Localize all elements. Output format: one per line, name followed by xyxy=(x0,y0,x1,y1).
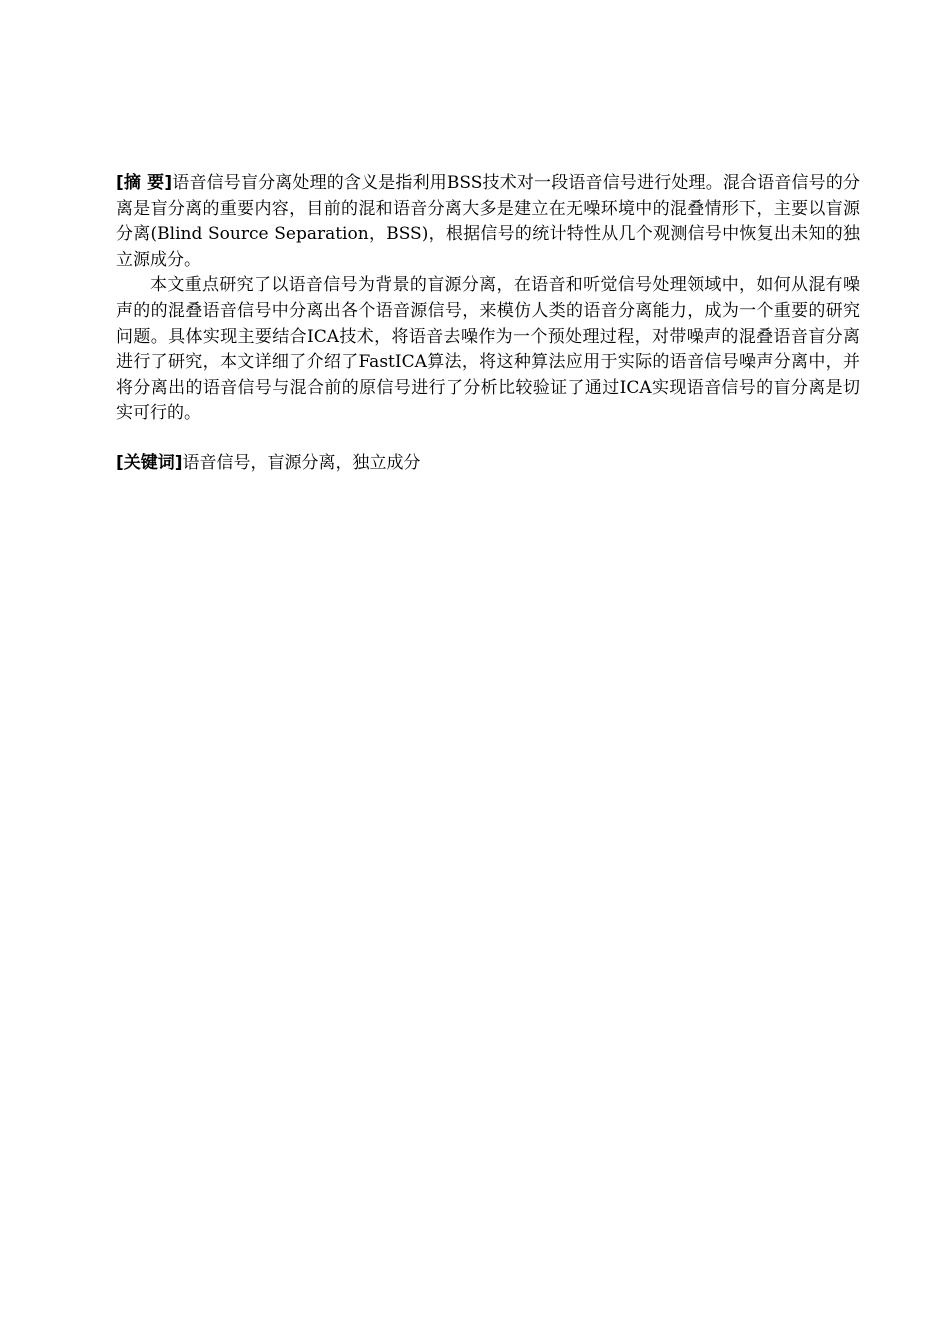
keywords-line xyxy=(116,451,860,477)
abstract-paragraph-1 xyxy=(116,171,860,273)
keywords-text: 语音信号，盲源分离，独立成分 xyxy=(182,452,421,473)
keywords-label: [关键词] xyxy=(116,452,183,473)
abstract-section xyxy=(116,171,860,477)
abstract-label: [摘 要] xyxy=(116,173,173,193)
abstract-paragraph-2: 本文重点研究了以语音信号为背景的盲源分离，在语音和听觉信号处理领域中，如何从混有噪声的的混叠语音信号中分离出各个语音源信号，来模仿人类的语音分离能力，成为一个重要的研究问题。具体实现主要结合ICA技术，将语音去噪作为一个预处理过程，对带噪声的混叠语音盲分离进行了研究，本文详细了介绍了FastICA算法，将这种算法应用于实际的语音信号噪声分离中，并将分离出的语音信号与混合前的原信号进行了分析比较验证了通过ICA实现语音信号的盲分离是切实可行的。 xyxy=(116,275,860,424)
abstract-paragraph-1-text: 语音信号盲分离处理的含义是指利用BSS技术对一段语音信号进行处理。混合语音信号的分离是盲分离的重要内容，目前的混和语音分离大多是建立在无噪环境中的混叠情形下，主要以盲源分离(Blind Source Separation，BSS)，根据信号的统计特性从几个观测信号中恢复出未知的独立源成分。 xyxy=(116,173,861,270)
